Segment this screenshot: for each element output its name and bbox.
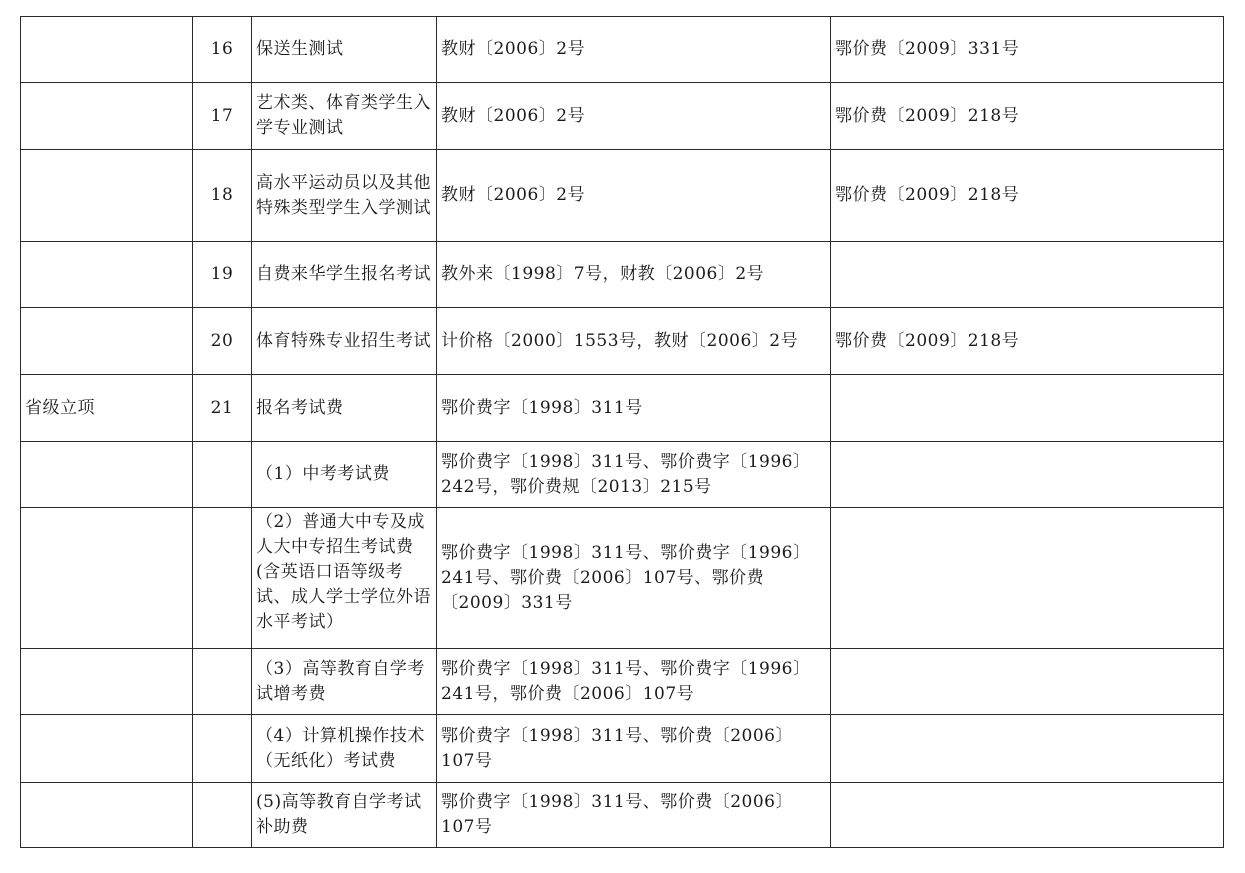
category-cell [21,83,193,150]
item-text: （3）高等教育自学考试增考费 [256,658,425,704]
item-text: 艺术类、体育类学生入学专业测试 [256,93,431,138]
item-cell [252,83,437,150]
category-cell [21,17,193,83]
item-text: （1）中考考试费 [256,464,390,484]
item-text: （2）普通大中专及成人大中专招生考试费(含英语口语等级考试、成人学士学位外语水平考试） [256,512,431,632]
number-cell: 18 [193,150,252,242]
item-cell [252,508,437,649]
provincial-doc-cell [831,508,1224,649]
number-cell: 17 [193,83,252,150]
item-cell [252,242,437,308]
item-wrap [256,508,432,648]
number-cell [193,442,252,508]
item-cell [252,17,437,83]
number-cell [193,649,252,715]
item-text: 报名考试费 [256,397,344,418]
item-cell [252,649,437,715]
item-text: (5)高等教育自学考试补助费 [256,792,422,837]
item-text: 体育特殊专业招生考试 [256,330,431,351]
table-row [21,83,1224,150]
table-row [21,649,1224,715]
number-cell [193,508,252,649]
provincial-doc-cell [831,783,1224,848]
national-doc-cell: 教财〔2006〕2号 [437,83,831,150]
national-doc-cell: 鄂价费字〔1998〕311号、鄂价费字〔1996〕242号，鄂价费规〔2013〕215号 [437,442,831,508]
category-cell [21,442,193,508]
provincial-doc-cell [831,715,1224,783]
provincial-doc-cell: 鄂价费〔2009〕331号 [831,17,1224,83]
category-cell [21,242,193,308]
number-cell: 21 [193,375,252,442]
category-cell [21,783,193,848]
table-row [21,715,1224,783]
national-doc-cell: 教财〔2006〕2号 [437,17,831,83]
table-row [21,375,1224,442]
item-cell [252,715,437,783]
category-cell [21,715,193,783]
item-cell [252,375,437,442]
item-cell [252,150,437,242]
table-row [21,308,1224,375]
category-cell [21,508,193,649]
table-row [21,783,1224,848]
item-cell [252,442,437,508]
number-cell: 16 [193,17,252,83]
table-row [21,442,1224,508]
fee-table [20,16,1224,848]
provincial-doc-cell [831,649,1224,715]
category-cell [21,649,193,715]
number-cell: 19 [193,242,252,308]
table-row [21,242,1224,308]
item-cell [252,308,437,375]
category-cell [21,308,193,375]
provincial-doc-cell [831,442,1224,508]
category-cell: 省级立项 [21,375,193,442]
table-row [21,508,1224,649]
category-cell [21,150,193,242]
national-doc-cell: 计价格〔2000〕1553号，教财〔2006〕2号 [437,308,831,375]
national-doc-cell: 鄂价费字〔1998〕311号、鄂价费字〔1996〕241号、鄂价费〔2006〕107号、鄂价费〔2009〕331号 [437,508,831,649]
table-row [21,150,1224,242]
item-text: 自费来华学生报名考试 [256,264,431,284]
provincial-doc-cell [831,375,1224,442]
item-cell [252,783,437,848]
item-text: 保送生测试 [256,39,344,59]
item-text: 高水平运动员以及其他特殊类型学生入学测试 [256,172,431,218]
national-doc-cell: 鄂价费字〔1998〕311号、鄂价费〔2006〕107号 [437,783,831,848]
number-cell [193,715,252,783]
provincial-doc-cell: 鄂价费〔2009〕218号 [831,150,1224,242]
provincial-doc-cell: 鄂价费〔2009〕218号 [831,308,1224,375]
table-row [21,17,1224,83]
number-cell: 20 [193,308,252,375]
provincial-doc-cell [831,242,1224,308]
national-doc-cell: 教财〔2006〕2号 [437,150,831,242]
national-doc-cell: 鄂价费字〔1998〕311号 [437,375,831,442]
national-doc-cell: 鄂价费字〔1998〕311号、鄂价费字〔1996〕241号，鄂价费〔2006〕107号 [437,649,831,715]
provincial-doc-cell: 鄂价费〔2009〕218号 [831,83,1224,150]
number-cell [193,783,252,848]
item-text: （4）计算机操作技术（无纸化）考试费 [256,725,425,771]
national-doc-cell: 鄂价费字〔1998〕311号、鄂价费〔2006〕107号 [437,715,831,783]
national-doc-cell: 教外来〔1998〕7号，财教〔2006〕2号 [437,242,831,308]
